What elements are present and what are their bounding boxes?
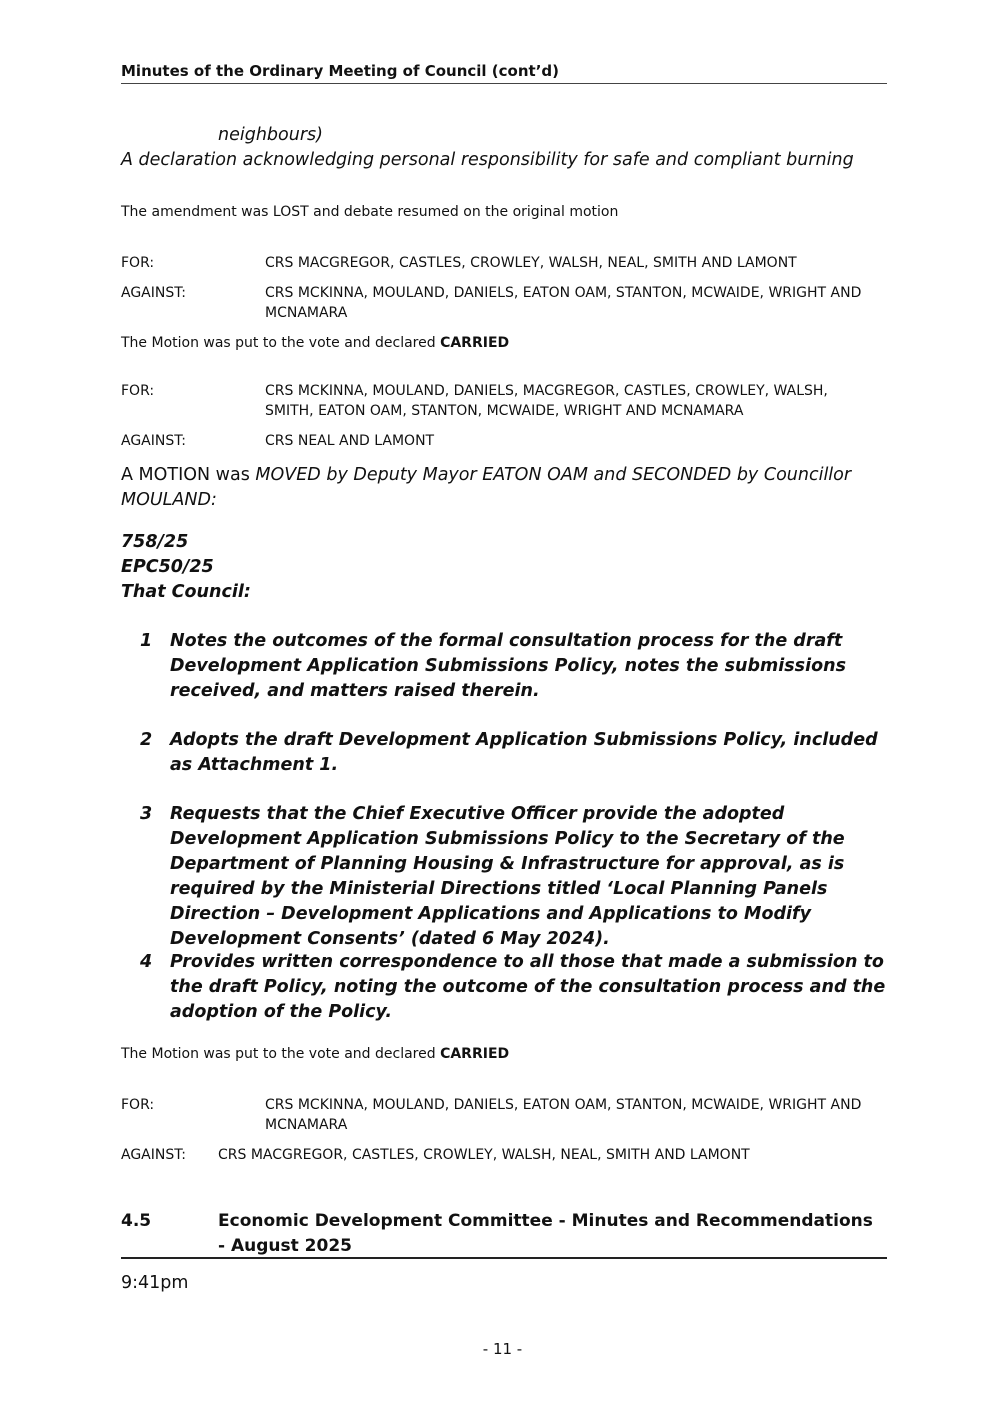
vote-text: The Motion was put to the vote and declared	[121, 1046, 441, 1062]
item-text: Requests that the Chief Executive Officer provide the adopted Development Application Submissions Policy to the Secretary of the Department of Planning Housing & Infrastructure for approval, as is required by the Ministerial Directions titled ‘Local Planning Panels Direction – Development Applications and Applications to Modify Development Consents’ (dated 6 May 2024).	[170, 804, 845, 949]
resolution-number: 758/25	[121, 532, 189, 552]
motion-statement	[121, 463, 861, 513]
for-names: CRS MCKINNA, MOULAND, DANIELS, EATON OAM, STANTON, MCWAIDE, WRIGHT AND MCNAMARA	[265, 1097, 862, 1133]
vote-outcome: CARRIED	[440, 335, 510, 351]
page-number: - 11 -	[482, 1340, 523, 1358]
against-label: AGAINST:	[121, 1147, 186, 1163]
item-text: Provides written correspondence to all those that made a submission to the draft Policy, noting the outcome of the consultation process and the adoption of the Policy.	[170, 952, 886, 1022]
against-names: CRS MACGREGOR, CASTLES, CROWLEY, WALSH, NEAL, SMITH AND LAMONT	[218, 1147, 750, 1163]
against-names: CRS NEAL AND LAMONT	[265, 433, 435, 449]
resolution-ref: EPC50/25	[121, 557, 214, 577]
item-number: 1	[140, 631, 153, 651]
against-label: AGAINST:	[121, 433, 186, 449]
section-number: 4.5	[121, 1211, 152, 1231]
motion-prefix: A MOTION was	[121, 465, 256, 485]
timestamp: 9:41pm	[121, 1273, 189, 1293]
page-header: Minutes of the Ordinary Meeting of Council (cont’d)	[121, 62, 887, 84]
continuation-line-2: A declaration acknowledging personal responsibility for safe and compliant burning	[121, 150, 854, 170]
amendment-result: The amendment was LOST and debate resumed on the original motion	[121, 204, 619, 220]
for-label: FOR:	[121, 255, 155, 271]
vote-outcome: CARRIED	[440, 1046, 510, 1062]
item-number: 2	[140, 730, 153, 750]
item-text: Notes the outcomes of the formal consultation process for the draft Development Application Submissions Policy, notes the submissions received, and matters raised therein.	[170, 631, 846, 701]
vote-text: The Motion was put to the vote and declared	[121, 335, 441, 351]
against-label: AGAINST:	[121, 285, 186, 301]
for-names: CRS MCKINNA, MOULAND, DANIELS, MACGREGOR, CASTLES, CROWLEY, WALSH, SMITH, EATON OAM, STANTON, MCWAIDE, WRIGHT AND MCNAMARA	[265, 383, 828, 419]
continuation-line-1: neighbours)	[218, 125, 323, 145]
section-heading	[121, 1209, 887, 1259]
section-title: Economic Development Committee - Minutes and Recommendations - August 2025	[218, 1211, 873, 1256]
item-number: 4	[140, 952, 153, 972]
item-number: 3	[140, 804, 153, 824]
resolution-intro: That Council:	[121, 582, 251, 602]
for-label: FOR:	[121, 1097, 155, 1113]
vote-result-1	[121, 333, 509, 353]
for-names: CRS MACGREGOR, CASTLES, CROWLEY, WALSH, NEAL, SMITH AND LAMONT	[265, 255, 797, 271]
for-label: FOR:	[121, 383, 155, 399]
item-text: Adopts the draft Development Application Submissions Policy, included as Attachment 1.	[170, 730, 878, 775]
vote-result-2	[121, 1044, 509, 1064]
against-names: CRS MCKINNA, MOULAND, DANIELS, EATON OAM, STANTON, MCWAIDE, WRIGHT AND MCNAMARA	[265, 285, 862, 321]
motion-moved: MOVED by Deputy Mayor EATON OAM and SECONDED by Councillor MOULAND:	[121, 465, 852, 510]
